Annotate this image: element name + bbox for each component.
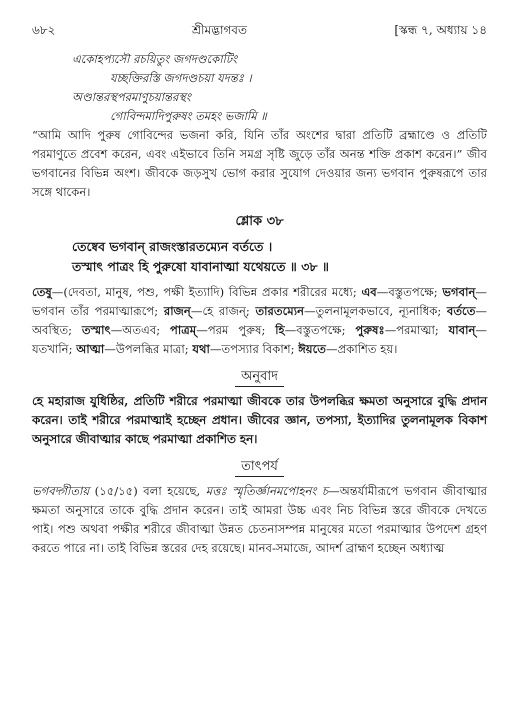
synonym-term: তারতম্যেন — [255, 304, 305, 318]
synonym-term: যথা — [192, 342, 210, 356]
sloka-text — [72, 237, 487, 277]
synonym-meaning: —অতএব; — [110, 323, 171, 337]
synonym-term: পাত্রম্ — [170, 323, 197, 337]
synonym-meaning: —পরমাত্মা; — [384, 323, 449, 337]
page-header — [32, 22, 487, 42]
intro-verse-line: যচ্ছক্তিরস্তি জগদণ্ডচয়া যদন্তঃ । — [110, 71, 252, 85]
synonym-term: আত্মা — [76, 342, 105, 356]
translation-text: হে মহারাজ যুধিষ্ঠির, প্রতিটি শরীরে পরমাত্মা জীবকে তার উপলব্ধির ক্ষমতা অনুসারে বুদ্ধি প্রদান করেন। তাই শরীরে পরমাত্মাই হচ্ছেন প্রধান। জীবের জ্ঞান, তপস্যা, ইত্যাদির তুলনামূলক বিকাশ অনুসারে জীবাত্মার কাছে পরমাত্মা প্রকাশিত হন। — [32, 394, 487, 446]
synonym-meaning: —(দেবতা, মানুষ, পশু, পক্ষী ইত্যাদি) বিভিন্ন প্রকার শরীরের মধ্যে; — [51, 285, 362, 299]
synonym-term: যাবান্ — [448, 323, 476, 337]
synonym-term: ঈয়তে — [298, 342, 326, 356]
synonym-term: তেষু — [32, 285, 52, 299]
synonym-term: এব — [361, 285, 377, 299]
synonyms — [32, 283, 487, 359]
synonym-meaning: —ভগবান তাঁর পরমাত্মারূপে; — [32, 285, 487, 318]
synonym-meaning: —তুলনামূলকভাবে, ন্যূনাধিক; — [304, 304, 447, 318]
intro-paragraph: “আমি আদি পুরুষ গোবিন্দের ভজনা করি, যিনি তাঁর অংশের দ্বারা প্রতিটি ব্রহ্মাণ্ডে ও প্রতিটি পরমাণুতে প্রবেশ করেন, এবং এইভাবে তিনি সমগ্র সৃষ্টি জুড়ে তাঁর অনন্ত শক্তি প্রকাশ করেন।” জীব ভগবানের বিভিন্ন অংশ। জীবকে জড়সুখ ভোগ করার সুযোগ দেওয়ার জন্য ভগবান পুরুষরূপে তার সঙ্গে থাকেন। — [32, 128, 487, 199]
intro-verse-line: গোবিন্দমাদিপুরুষং তমহং ভজামি ॥ — [110, 109, 267, 123]
synonym-meaning: —উপলব্ধির মাত্রা; — [104, 342, 193, 356]
synonym-meaning: —অবস্থিত; — [32, 304, 488, 337]
synonym-term: ভগবান্ — [442, 285, 476, 299]
purport-body: —অন্তর্যামীরূপে ভগবান জীবাত্মার ক্ষমতা অনুসারে তাকে বুদ্ধি প্রদান করেন। তাই আমরা উচ্চ এবং নিচ বিভিন্ন স্তরে জীবকে দেখতে পাই। পশু অথবা পক্ষীর শরীরে জীবাত্মা উন্নত চেতনাসম্পন্ন মানুষের মতো পরমাত্মার উপদেশ গ্রহণ করতে পারে না। তাই বিভিন্ন স্তরের দেহ রয়েছে। মানব-সমাজে, আদর্শ ব্রাহ্মণ হচ্ছেন অধ্যাত্ম — [32, 484, 487, 555]
page-number: ৬৮২ — [32, 23, 56, 37]
sloka-line: তেষ্বেব ভগবান্ রাজংস্তারতম্যেন বর্ততে । — [72, 239, 273, 254]
synonym-meaning: —প্রকাশিত হয়। — [326, 342, 398, 356]
synonym-meaning: —বস্তুতপক্ষে; — [376, 285, 443, 299]
synonym-meaning: —বস্তুতপক্ষে; — [284, 323, 356, 337]
purport-ref: (১৫/১৫) বলা হয়েছে, — [89, 484, 206, 498]
purport-lead: ভগবদ্গীতায় — [32, 484, 90, 498]
synonym-term: বর্ততে — [446, 304, 476, 318]
synonym-meaning: —তপস্যার বিকাশ; — [209, 342, 299, 356]
purport-text — [32, 482, 487, 558]
chapter-reference: [স্কন্ধ ৭, অধ্যায় ১৪ — [394, 23, 487, 37]
sloka-heading: শ্লোক ৩৮ — [235, 214, 284, 229]
synonym-term: তস্মাৎ — [81, 323, 111, 337]
purport-heading-text: তাৎপর্য — [235, 459, 284, 477]
translation-heading-text: অনুবাদ — [235, 369, 284, 387]
sloka-line: তস্মাৎ পাত্রং হি পুরুষো যাবানাত্মা যথেয়তে ॥ ৩৮ ॥ — [72, 259, 329, 274]
book-title: শ্রীমদ্ভাগবত — [191, 23, 247, 37]
purport-quote: মত্তঃ স্মৃতির্জ্ঞানমপোহনং চ — [205, 484, 329, 498]
synonym-meaning: —যতখানি; — [32, 323, 487, 356]
intro-verse-line: অণ্ডান্তরস্থপরমাণুচয়ান্তরস্থং — [72, 90, 191, 104]
synonym-term: রাজন্ — [163, 304, 191, 318]
synonym-term: পুরুষঃ — [355, 323, 385, 337]
translation-heading — [32, 367, 487, 388]
intro-verse-line: একোহপ্যসৌ রচয়িতুং জগদণ্ডকোটিং — [72, 52, 238, 66]
purport-heading — [32, 457, 487, 478]
synonym-meaning: —পরম পুরুষ; — [196, 323, 276, 337]
synonym-term: হি — [275, 323, 285, 337]
intro-verse — [72, 50, 487, 126]
synonym-meaning: —হে রাজন্; — [190, 304, 256, 318]
